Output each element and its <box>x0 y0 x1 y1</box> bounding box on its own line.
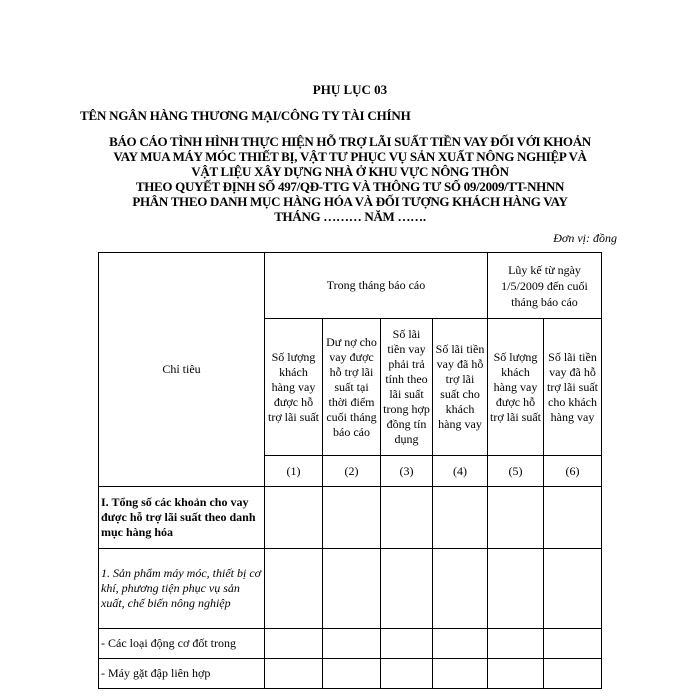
column-number: (1) <box>265 456 323 487</box>
row-label: - Máy gặt đập liên hợp <box>99 659 265 689</box>
data-cell <box>488 629 544 659</box>
column-number: (6) <box>544 456 602 487</box>
column-number: (3) <box>381 456 433 487</box>
group-header-cumulative: Lũy kế từ ngày 1/5/2009 đến cuối tháng báo cáo <box>488 253 602 319</box>
column-number: (2) <box>323 456 381 487</box>
data-cell <box>433 487 488 549</box>
data-cell <box>381 487 433 549</box>
row-header-cell: Chỉ tiêu <box>99 253 265 487</box>
group-header-month: Trong tháng báo cáo <box>265 253 488 319</box>
table-row <box>99 659 602 689</box>
report-title-line: THEO QUYẾT ĐỊNH SỐ 497/QĐ-TTG VÀ THÔNG TƯ SỐ 09/2009/TT-NHNN <box>135 179 565 194</box>
table-row <box>99 549 602 629</box>
row-label: 1. Sản phẩm máy móc, thiết bị cơ khí, phương tiện phục vụ sản xuất, chế biến nông nghiệp <box>99 549 265 629</box>
report-title-line: BÁO CÁO TÌNH HÌNH THỰC HIỆN HỖ TRỢ LÃI SUẤT TIỀN VAY ĐỐI VỚI KHOẢN <box>109 134 591 149</box>
data-cell <box>265 659 323 689</box>
column-number: (4) <box>433 456 488 487</box>
data-cell <box>488 549 544 629</box>
row-label: - Các loại động cơ đốt trong <box>99 629 265 659</box>
unit-label: Đơn vị: đồng <box>553 231 617 245</box>
appendix-heading: PHỤ LỤC 03 <box>312 82 388 97</box>
title-block <box>80 82 620 224</box>
bank-name-line: TÊN NGÂN HÀNG THƯƠNG MẠI/CÔNG TY TÀI CHÍNH <box>80 108 411 123</box>
data-cell <box>544 629 602 659</box>
header-row-groups <box>99 253 602 319</box>
data-cell <box>544 659 602 689</box>
data-cell <box>381 659 433 689</box>
column-header: Số lãi tiền vay phải trả tính theo lãi suất trong hợp đồng tín dụng <box>381 319 433 456</box>
data-cell <box>488 487 544 549</box>
data-cell <box>265 487 323 549</box>
data-cell <box>433 549 488 629</box>
table-row <box>99 487 602 549</box>
data-cell <box>323 659 381 689</box>
row-label: I. Tổng số các khoản cho vay được hỗ trợ lãi suất theo danh mục hàng hóa <box>99 487 265 549</box>
report-table <box>98 252 602 689</box>
column-number: (5) <box>488 456 544 487</box>
data-cell <box>433 659 488 689</box>
column-header: Số lãi tiền vay đã hỗ trợ lãi suất cho khách hàng vay <box>544 319 602 456</box>
data-cell <box>381 629 433 659</box>
data-cell <box>323 487 381 549</box>
data-cell <box>323 629 381 659</box>
report-title-line: THÁNG ……… NĂM ……. <box>274 209 426 224</box>
report-title-line: VẬT LIỆU XÂY DỰNG NHÀ Ở KHU VỰC NÔNG THÔN <box>191 164 509 179</box>
data-cell <box>381 549 433 629</box>
data-cell <box>544 549 602 629</box>
data-cell <box>488 659 544 689</box>
column-header: Số lượng khách hàng vay được hỗ trợ lãi suất <box>265 319 323 456</box>
column-header: Số lãi tiền vay đã hỗ trợ lãi suất cho khách hàng vay <box>433 319 488 456</box>
report-title-line: VAY MUA MÁY MÓC THIẾT BỊ, VẬT TƯ PHỤC VỤ SẢN XUẤT NÔNG NGHIỆP VÀ <box>113 149 587 164</box>
data-cell <box>323 549 381 629</box>
report-title-line: PHÂN THEO DANH MỤC HÀNG HÓA VÀ ĐỐI TƯỢNG KHÁCH HÀNG VAY <box>132 194 568 209</box>
report-title <box>80 134 620 224</box>
data-cell <box>544 487 602 549</box>
data-cell <box>433 629 488 659</box>
data-cell <box>265 629 323 659</box>
column-header: Dư nợ cho vay được hỗ trợ lãi suất tại thời điểm cuối tháng báo cáo <box>323 319 381 456</box>
table-row <box>99 629 602 659</box>
data-cell <box>265 549 323 629</box>
column-header: Số lượng khách hàng vay được hỗ trợ lãi suất <box>488 319 544 456</box>
